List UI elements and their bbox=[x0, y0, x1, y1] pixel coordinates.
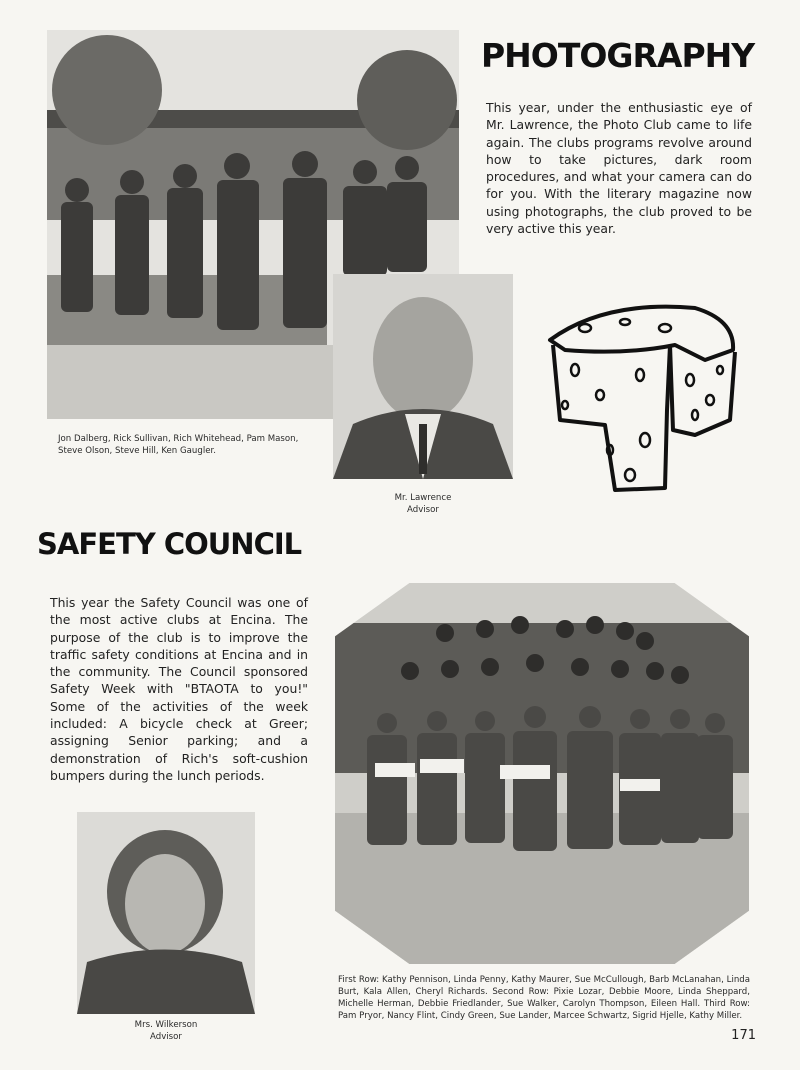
mrs-wilkerson-portrait bbox=[77, 812, 255, 1014]
safety-council-group-photo bbox=[335, 583, 749, 964]
safety-council-title: SAFETY COUNCIL bbox=[37, 527, 302, 561]
mrs-wilkerson-caption bbox=[106, 1019, 226, 1043]
cheese-illustration bbox=[545, 300, 740, 497]
advisor-name: Mr. Lawrence bbox=[394, 493, 452, 503]
safety-council-caption: First Row: Kathy Pennison, Linda Penny, Kathy Maurer, Sue McCullough, Barb McLanahan, Linda Burt, Kala Allen, Cheryl Richards. Second Row: Pixie Lozar, Debbie Moore, Linda Sheppard, Michelle Herman, Debbie Friedlander, Sue Walker, Carolyn Thompson, Eileen Hall. Third Row: Pam Pryor, Nancy Flint, Cindy Green, Sue Lander, Marcee Schwartz, Sigrid Hjelle, Kathy Miller. bbox=[338, 975, 750, 1021]
advisor-name: Mrs. Wilkerson bbox=[134, 1020, 198, 1030]
photography-body: This year, under the enthusiastic eye of Mr. Lawrence, the Photo Club came to life again. The clubs programs revolve around how to take pictures, dark room procedures, and what your camera can do for you. With the literary magazine now using photographs, the club proved to be very active this year. bbox=[486, 100, 752, 237]
advisor-role: Advisor bbox=[150, 1032, 182, 1042]
photography-title: PHOTOGRAPHY bbox=[481, 36, 755, 75]
page-number: 171 bbox=[731, 1028, 756, 1043]
mr-lawrence-portrait bbox=[333, 274, 513, 479]
photo-club-caption: Jon Dalberg, Rick Sullivan, Rich Whitehead, Pam Mason, Steve Olson, Steve Hill, Ken Gaugler. bbox=[58, 434, 299, 456]
safety-council-body: This year the Safety Council was one of the most active clubs at Encina. The purpose of the club is to improve the traffic safety conditions at Encina and in the community. The Council sponsored Safety Week with "BTAOTA to you!" Some of the activities of the week included: A bicycle check at Greer; assigning Senior parking; and a demonstration of Rich's soft-cushion bumpers during the lunch periods. bbox=[50, 595, 308, 783]
mr-lawrence-caption bbox=[363, 492, 483, 516]
advisor-role: Advisor bbox=[407, 505, 439, 515]
